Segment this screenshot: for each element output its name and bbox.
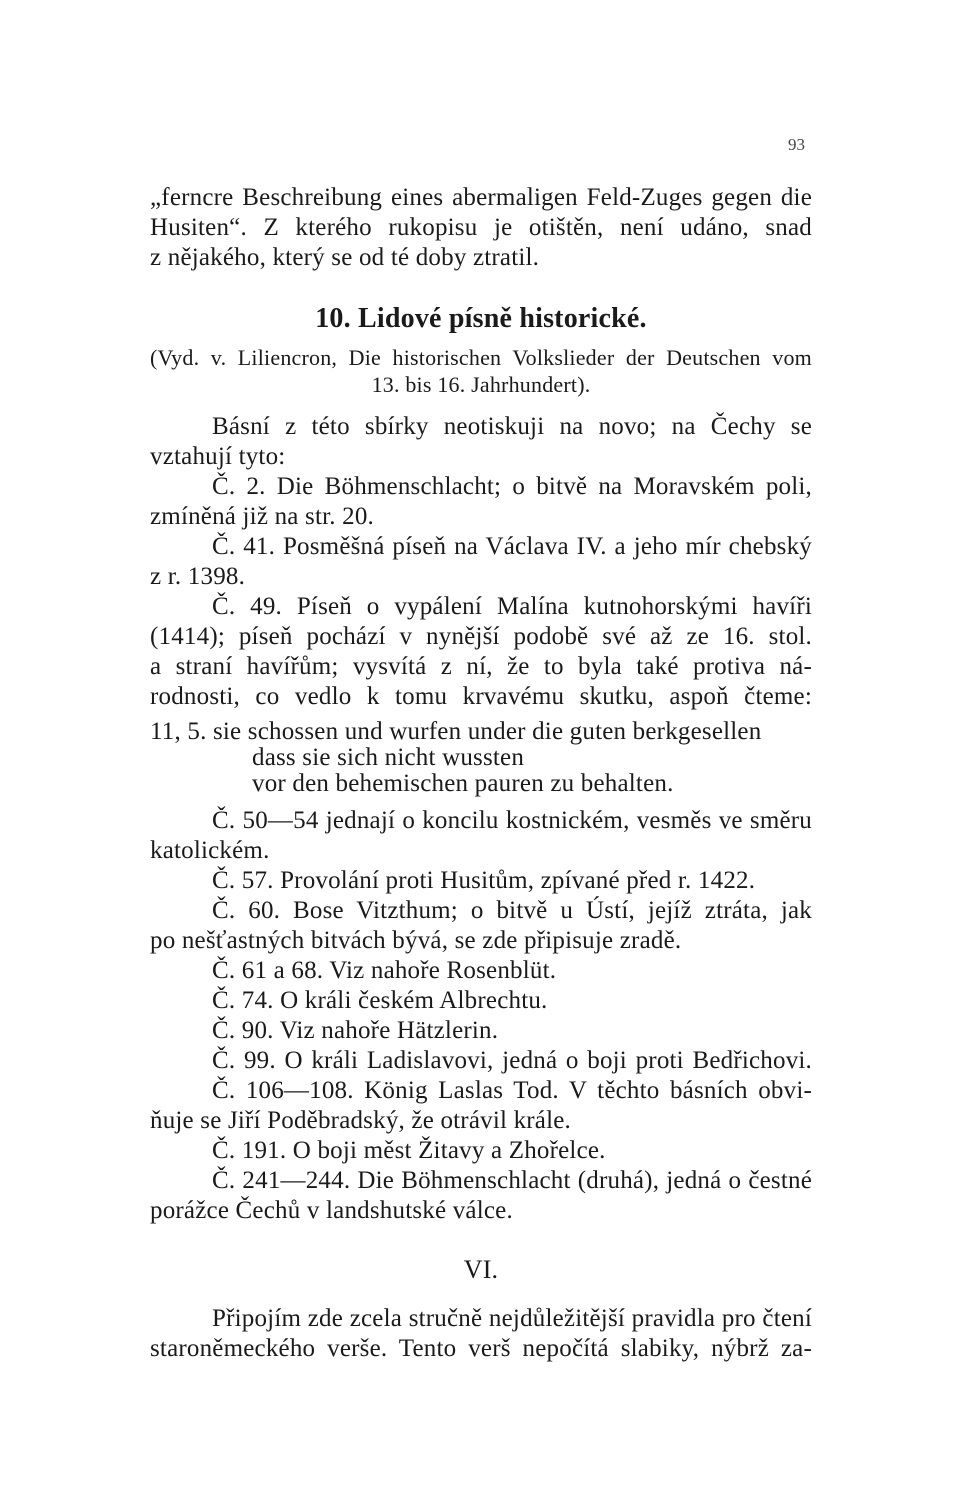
body-line: (1414); píseň pochází v nynější podobě své až ze 16. stol. bbox=[150, 623, 812, 650]
body-line: a straní havířům; vysvítá z ní, že to byla také protiva ná- bbox=[150, 653, 812, 680]
body-line: rodnosti, co vedlo k tomu krvavému skutku, aspoň čteme: bbox=[150, 683, 812, 710]
entry-line: porážce Čechů v landshutské válce. bbox=[150, 1197, 513, 1224]
body-line: Č. 41. Posměšná píseň na Václava IV. a jeho mír chebský bbox=[212, 533, 812, 560]
entry-line: Č. 60. Bose Vitzthum; o bitvě u Ústí, jejíž ztráta, jak bbox=[212, 897, 812, 924]
entry-line: Č. 90. Viz nahoře Hätzlerin. bbox=[212, 1017, 499, 1044]
closing-line: Připojím zde zcela stručně nejdůležitější pravidla pro čtení bbox=[212, 1305, 812, 1332]
intro-line: z nějakého, který se od té doby ztratil. bbox=[150, 244, 540, 271]
entry-line: Č. 57. Provolání proti Husitům, zpívané před r. 1422. bbox=[212, 867, 756, 894]
quote-line: dass sie sich nicht wussten bbox=[252, 744, 525, 771]
body-line: z r. 1398. bbox=[150, 563, 246, 590]
body-line: Básní z této sbírky neotiskuji na novo; na Čechy se bbox=[212, 413, 812, 440]
entry-line: Č. 241—244. Die Böhmenschlacht (druhá), jedná o čestné bbox=[212, 1167, 812, 1194]
section-heading: 10. Lidové písně historické. bbox=[315, 303, 647, 334]
body-line: vztahují tyto: bbox=[150, 443, 286, 470]
quote-line: vor den behemischen pauren zu behalten. bbox=[252, 770, 674, 797]
entry-line: Č. 106—108. König Laslas Tod. V těchto básních obvi- bbox=[212, 1077, 812, 1104]
source-note-line: 13. bis 16. Jahrhundert). bbox=[371, 372, 591, 397]
entry-line: katolickém. bbox=[150, 837, 270, 864]
entry-line: Č. 99. O králi Ladislavovi, jedná o boji proti Bedřichovi. bbox=[212, 1047, 812, 1074]
section-number: VI. bbox=[463, 1255, 499, 1284]
closing-line: staroněmeckého verše. Tento verš nepočítá slabiky, nýbrž za- bbox=[150, 1335, 812, 1362]
entry-line: po nešťastných bitvách bývá, se zde připisuje zradě. bbox=[150, 927, 682, 954]
page-number: 93 bbox=[788, 135, 805, 154]
body-line: zmíněná již na str. 20. bbox=[150, 503, 374, 530]
intro-line: Husiten“. Z kterého rukopisu je otištěn, není udáno, snad bbox=[150, 214, 812, 241]
entry-line: Č. 191. O boji měst Žitavy a Zhořelce. bbox=[212, 1137, 606, 1164]
entry-line: Č. 74. O králi českém Albrechtu. bbox=[212, 987, 548, 1014]
body-line: Č. 49. Píseň o vypálení Malína kutnohorskými havíři bbox=[212, 593, 812, 620]
body-line: Č. 2. Die Böhmenschlacht; o bitvě na Moravském poli, bbox=[212, 473, 812, 500]
source-note-line: (Vyd. v. Liliencron, Die historischen Volkslieder der Deutschen vom bbox=[150, 345, 812, 370]
entry-line: Č. 61 a 68. Viz nahoře Rosenblüt. bbox=[212, 957, 557, 984]
quote-line: 11, 5. sie schossen und wurfen under die guten berkgesellen bbox=[150, 718, 762, 745]
intro-line: „ferncre Beschreibung eines abermaligen Feld-Zuges gegen die bbox=[150, 184, 812, 211]
entry-line: ňuje se Jiří Poděbradský, že otrávil krále. bbox=[150, 1107, 571, 1134]
entry-line: Č. 50—54 jednají o koncilu kostnickém, vesměs ve směru bbox=[212, 807, 812, 834]
